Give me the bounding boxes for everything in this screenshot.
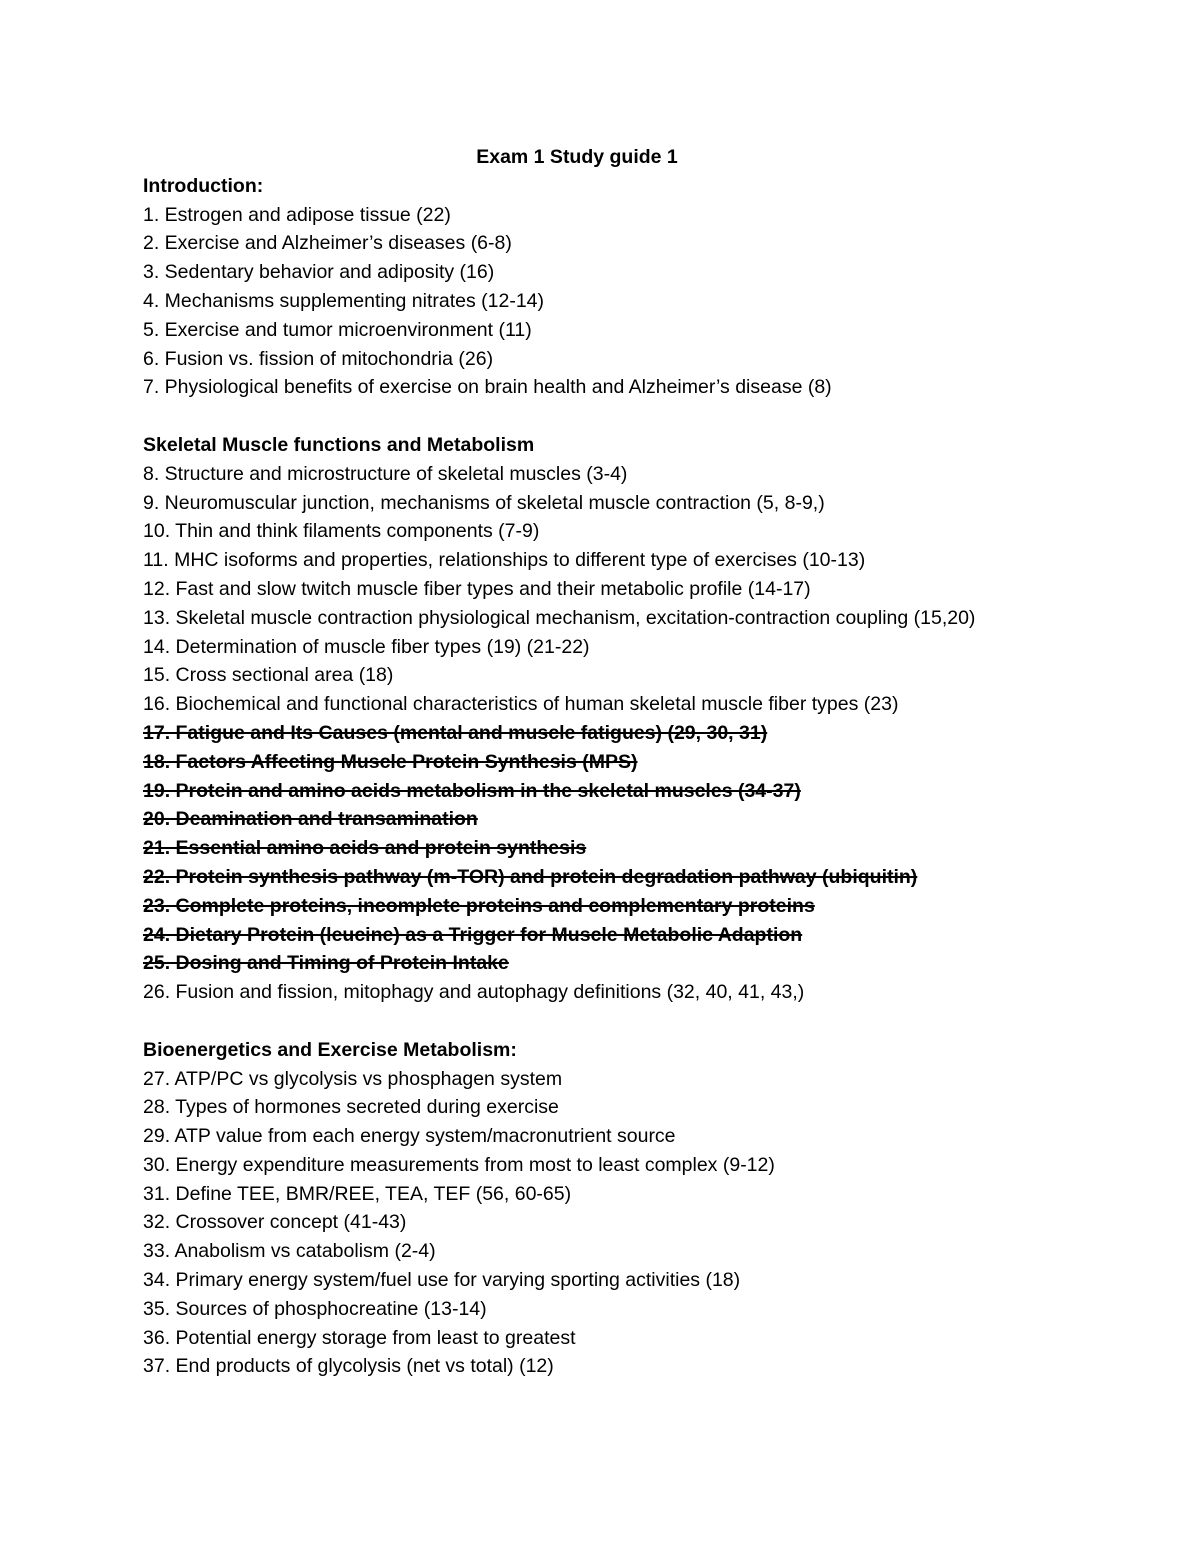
list-item-struck: 17. Fatigue and Its Causes (mental and muscle fatigues) (29, 30, 31) [143,721,768,744]
list-item: 10. Thin and think filaments components (7-9) [143,520,540,543]
list-item: 11. MHC isoforms and properties, relationships to different type of exercises (10-13) [143,549,866,572]
section-spacer [143,1007,1043,1036]
list-item: 33. Anabolism vs catabolism (2-4) [143,1240,436,1263]
list-item-struck: 24. Dietary Protein (leucine) as a Trigger for Muscle Metabolic Adaption [143,923,803,946]
section-heading: Bioenergetics and Exercise Metabolism: [143,1038,517,1061]
list-item: 29. ATP value from each energy system/macronutrient source [143,1125,676,1148]
list-item: 6. Fusion vs. fission of mitochondria (26) [143,347,494,370]
list-item: 32. Crossover concept (41-43) [143,1211,407,1234]
list-item: 30. Energy expenditure measurements from most to least complex (9-12) [143,1153,775,1176]
list-item: 15. Cross sectional area (18) [143,664,394,687]
list-item-struck: 22. Protein synthesis pathway (m-TOR) and protein degradation pathway (ubiquitin) [143,865,918,888]
list-item: 14. Determination of muscle fiber types (19) (21-22) [143,635,590,658]
section-heading: Skeletal Muscle functions and Metabolism [143,433,535,456]
document-title: Exam 1 Study guide 1 [476,146,678,168]
list-item: 8. Structure and microstructure of skeletal muscles (3-4) [143,462,628,485]
list-item-struck: 21. Essential amino acids and protein synthesis [143,837,587,860]
list-item: 34. Primary energy system/fuel use for varying sporting activities (18) [143,1269,741,1292]
list-item: 1. Estrogen and adipose tissue (22) [143,203,451,226]
list-item: 9. Neuromuscular junction, mechanisms of skeletal muscle contraction (5, 8-9,) [143,491,825,514]
section-heading: Introduction: [143,174,264,197]
list-item-struck: 18. Factors Affecting Muscle Protein Synthesis (MPS) [143,750,638,773]
list-item: 4. Mechanisms supplementing nitrates (12-14) [143,289,545,312]
list-item: 37. End products of glycolysis (net vs total) (12) [143,1355,554,1378]
list-item: 36. Potential energy storage from least to greatest [143,1326,576,1349]
list-item: 5. Exercise and tumor microenvironment (11) [143,318,532,341]
list-item: 13. Skeletal muscle contraction physiological mechanism, excitation-contraction coupling (15,20) [143,606,976,629]
list-item: 26. Fusion and fission, mitophagy and autophagy definitions (32, 40, 41, 43,) [143,981,805,1004]
list-item: 7. Physiological benefits of exercise on brain health and Alzheimer’s disease (8) [143,376,832,399]
list-item: 28. Types of hormones secreted during exercise [143,1096,559,1119]
document-body [143,143,1043,1381]
list-item: 3. Sedentary behavior and adiposity (16) [143,261,495,284]
list-item-struck: 20. Deamination and transamination [143,808,478,831]
list-item: 12. Fast and slow twitch muscle fiber types and their metabolic profile (14-17) [143,577,811,600]
list-item-struck: 19. Protein and amino acids metabolism in the skeletal muscles (34-37) [143,779,801,802]
list-item: 31. Define TEE, BMR/REE, TEA, TEF (56, 60-65) [143,1182,572,1205]
list-item: 2. Exercise and Alzheimer’s diseases (6-8) [143,232,512,255]
section-skeletal-muscle [143,431,1043,1007]
section-introduction [143,172,1043,402]
section-spacer [143,402,1043,431]
list-item: 27. ATP/PC vs glycolysis vs phosphagen system [143,1067,563,1090]
list-item: 35. Sources of phosphocreatine (13-14) [143,1297,487,1320]
list-item-struck: 25. Dosing and Timing of Protein Intake [143,952,509,975]
section-bioenergetics [143,1036,1043,1382]
list-item-struck: 23. Complete proteins, incomplete proteins and complementary proteins [143,894,815,917]
list-item: 16. Biochemical and functional characteristics of human skeletal muscle fiber types (23) [143,693,899,716]
